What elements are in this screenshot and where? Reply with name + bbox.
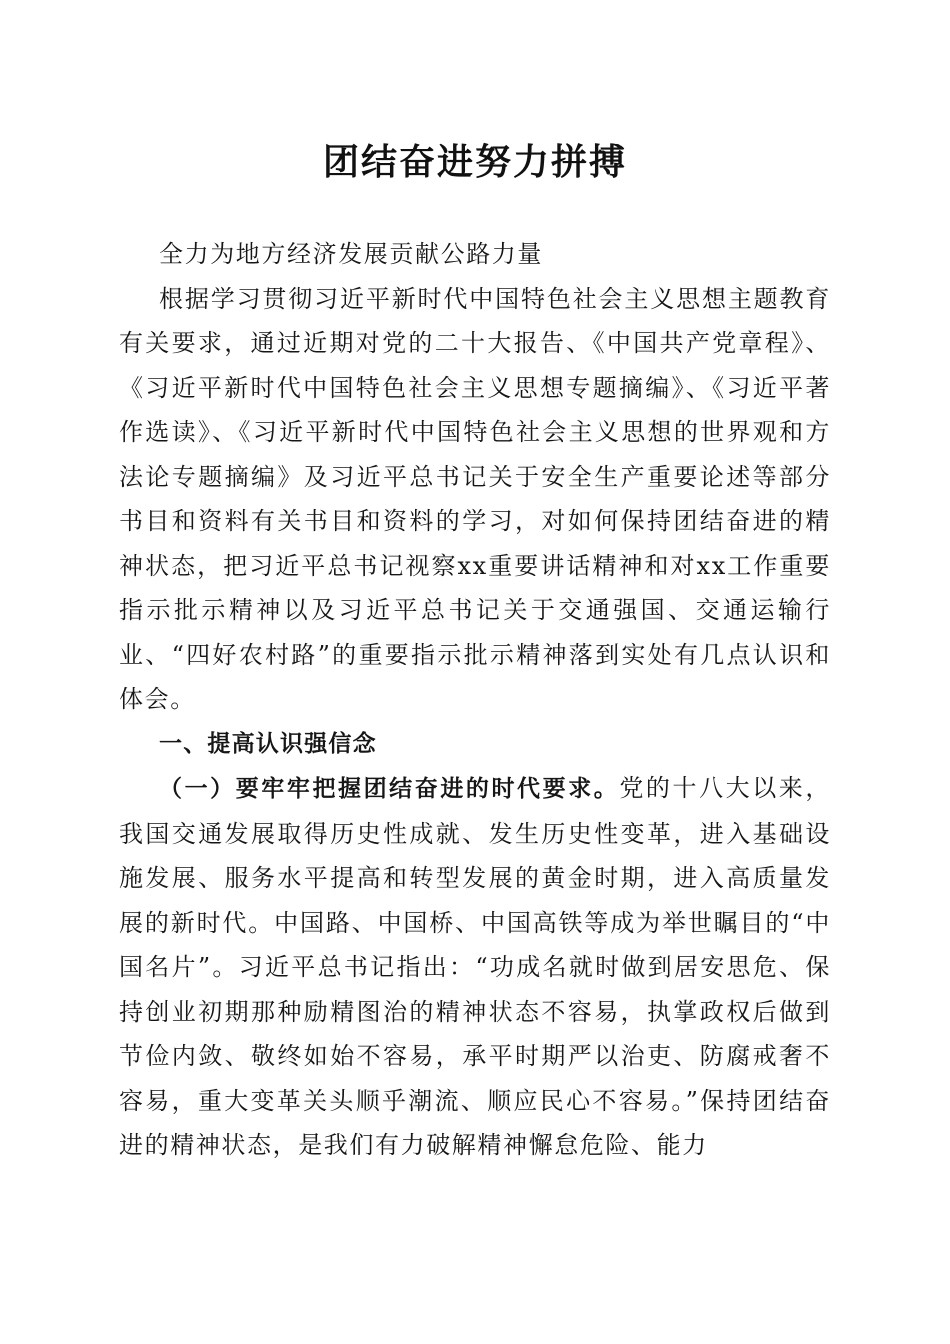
document-title: 团结奋进努力拼搏: [322, 141, 627, 183]
section-heading: 一、提高认识强信念: [159, 730, 377, 757]
paragraph-lead: （一）要牢牢把握团结奋进的时代要求。: [159, 776, 620, 802]
document-body: [119, 232, 831, 1168]
subtitle-line: 全力为地方经济发展贡献公路力量: [159, 240, 543, 268]
paragraph-text: 党的十八大以来，我国交通发展取得历史性成就、发生历史性变革，进入基础设施发展、服务水平提高和转型发展的黄金时期，进入高质量发展的新时代。中国路、中国桥、中国高铁等成为举世瞩目的“中国名片”。习近平总书记指出：“功成名就时做到居安思危、保持创业初期那种励精图治的精神状态不容易，执掌政权后做到节俭内敛、敬终如始不容易，承平时期严以治吏、防腐戒奢不容易，重大变革关头顺乎潮流、顺应民心不容易。”保持团结奋进的精神状态，是我们有力破解精神懈怠危险、能力: [119, 774, 831, 1159]
section-paragraph: [119, 766, 831, 1168]
intro-paragraph: 根据学习贯彻习近平新时代中国特色社会主义思想主题教育有关要求，通过近期对党的二十大报告、《中国共产党章程》、《习近平新时代中国特色社会主义思想专题摘编》、《习近平著作选读》、《习近平新时代中国特色社会主义思想的世界观和方法论专题摘编》及习近平总书记关于安全生产重要论述等部分书目和资料有关书目和资料的学习，对如何保持团结奋进的精神状态，把习近平总书记视察xx重要讲话精神和对xx工作重要指示批示精神以及习近平总书记关于交通强国、交通运输行业、“四好农村路”的重要指示批示精神落到实处有几点认识和体会。: [119, 284, 831, 713]
